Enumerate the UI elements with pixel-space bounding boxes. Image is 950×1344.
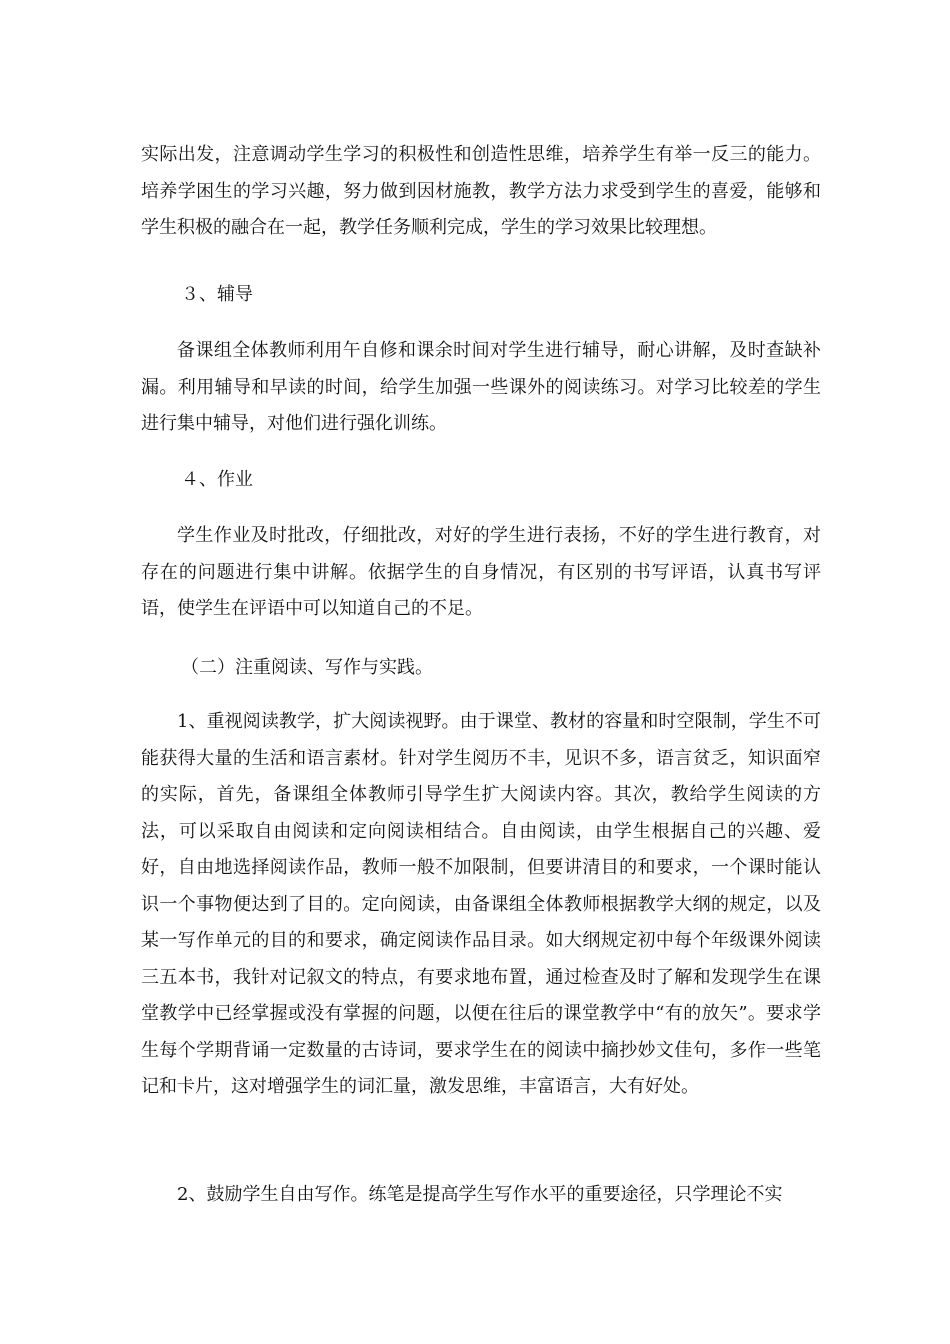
paragraph-continuation: 实际出发，注意调动学生学习的积极性和创造性思维，培养学生有举一反三的能力。培养学困生的学习兴趣，努力做到因材施教，教学方法力求受到学生的喜爱，能够和学生积极的融合在一起，教学任务顺利完成，学生的学习效果比较理想。 [141, 144, 821, 238]
section-heading-reading-writing: （二）注重阅读、写作与实践。 [181, 657, 433, 678]
paragraph-homework: 学生作业及时批改，仔细批改，对好的学生进行表扬，不好的学生进行教育，对存在的问题进行集中讲解。依据学生的自身情况，有区别的书写评语，认真书写评语，使学生在评语中可以知道自己的不足。 [141, 525, 821, 619]
section-heading-tutoring: ３、辅导 [181, 284, 253, 305]
paragraph-tutoring: 备课组全体教师利用午自修和课余时间对学生进行辅导，耐心讲解，及时查缺补漏。利用辅导和早读的时间，给学生加强一些课外的阅读练习。对学习比较差的学生进行集中辅导，对他们进行强化训练。 [141, 340, 821, 434]
section-heading-homework: ４、作业 [181, 469, 253, 490]
paragraph-reading-teaching: 1、重视阅读教学，扩大阅读视野。由于课堂、教材的容量和时空限制，学生不可能获得大量的生活和语言素材。针对学生阅历不丰，见识不多，语言贫乏，知识面窄的实际，首先，备课组全体教师引导学生扩大阅读内容。其次，教给学生阅读的方法，可以采取自由阅读和定向阅读相结合。自由阅读，由学生根据自己的兴趣、爱好，自由地选择阅读作品，教师一般不加限制，但要讲清目的和要求，一个课时能认识一个事物便达到了目的。定向阅读，由备课组全体教师根据教学大纲的规定，以及某一写作单元的目的和要求，确定阅读作品目录。如大纲规定初中每个年级课外阅读三五本书，我针对记叙文的特点，有要求地布置，通过检查及时了解和发现学生在课堂教学中已经掌握或没有掌握的问题，以便在往后的课堂教学中“有的放矢”。要求学生每个学期背诵一定数量的古诗词，要求学生在的阅读中摘抄妙文佳句，多作一些笔记和卡片，这对增强学生的词汇量，激发思维，丰富语言，大有好处。 [141, 711, 821, 1097]
paragraph-free-writing: 2、鼓励学生自由写作。练笔是提高学生写作水平的重要途径，只学理论不实 [177, 1184, 783, 1205]
